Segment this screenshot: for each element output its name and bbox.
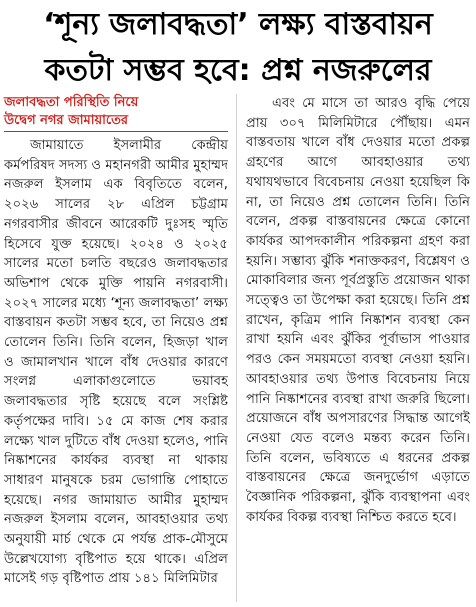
- headline: [4, 2, 472, 94]
- article-column-right: [246, 94, 470, 602]
- kicker-line-2: উদ্বেগ নগর জামায়াতের: [4, 113, 129, 128]
- kicker: [4, 94, 228, 132]
- headline-line-2: কতটা সম্ভব হবে: প্রশ্ন নজরুলের: [44, 53, 432, 88]
- body-text-right: এবং মে মাসে তা আরও বৃদ্ধি পেয়ে প্রায় ৩০৭ মিলিমিটারে পৌঁছায়। এমন বাস্তবতায় খালে বাঁধ দেওয়ার মতো প্রকল্প গ্রহণের আগে আবহাওয়ার তথ্য যথাযথভাবে বিবেচনায় নেওয়া হয়েছিল কি না, তা নিয়েও প্রশ্ন তোলেন তিনি। তিনি বলেন, প্রকল্প বাস্তবায়নের ক্ষেত্রে কোনো কার্যকর আপদকালীন পরিকল্পনা গ্রহণ করা হয়নি। সম্ভাব্য ঝুঁকি শনাক্তকরণ, বিশ্লেষণ ও মোকাবিলার জন্য পূর্বপ্রস্তুতি প্রয়োজন থাকা সত্ত্বেও তা উপেক্ষা করা হয়েছে। তিনি প্রশ্ন রাখেন, কৃত্রিম পানি নিষ্কাশন ব্যবস্থা কেন রাখা হয়নি এবং ঝুঁকির পূর্বাভাস পাওয়ার পরও কেন সময়মতো ব্যবস্থা নেওয়া হয়নি। আবহাওয়ার তথ্য উপাত্ত বিবেচনায় নিয়ে পানি নিষ্কাশনের ব্যবস্থা রাখা জরুরি ছিলো। প্রয়োজনে বাঁধ অপসারণের সিদ্ধান্ত আগেই নেওয়া যেত বলেও মন্তব্য করেন তিনি। তিনি বলেন, ভবিষ্যতে এ ধরনের প্রকল্প বাস্তবায়নের ক্ষেত্রে জনদুর্ভোগ এড়াতে বৈজ্ঞানিক পরিকল্পনা, ঝুঁকি ব্যবস্থাপনা এবং কার্যকর বিকল্প ব্যবস্থা নিশ্চিত করতে হবে।: [246, 96, 470, 525]
- headline-line-1: ‘শূন্য জলাবদ্ধতা’ লক্ষ্য বাস্তবায়ন: [43, 7, 433, 42]
- column-divider: [236, 94, 237, 602]
- kicker-line-1: জলাবদ্ধতা পরিস্থিতি নিয়ে: [4, 95, 139, 110]
- article-column-left: [4, 94, 228, 600]
- body-text-left: জামায়াতে ইসলামীর কেন্দ্রীয় কর্মপরিষদ সদস্য ও মহানগরী আমীর মুহাম্মদ নজরুল ইসলাম এক বিবৃতিতে বলেন, ২০২৬ সালের ২৮ এপ্রিল চট্টগ্রাম নগরবাসীর জীবনে আরেকটি দুঃসহ স্মৃতি হিসেবে যুক্ত হয়েছে। ২০২৪ ও ২০২৫ সালের মতো চলতি বছরেও জলাবদ্ধতার অভিশাপ থেকে মুক্তি পায়নি নগরবাসী। ২০২৭ সালের মধ্যে ‘শূন্য জলাবদ্ধতা’ লক্ষ্য বাস্তবায়ন কতটা সম্ভব হবে, তা নিয়েও প্রশ্ন তোলেন তিনি। তিনি বলেন, হিজড়া খাল ও জামালখান খালে বাঁধ দেওয়ার কারণে সংলগ্ন এলাকাগুলোতে ভয়াবহ জলাবদ্ধতার সৃষ্টি হয়েছে বলে সংশ্লিষ্ট কর্তৃপক্ষের দাবি। ১৫ মে কাজ শেষ করার লক্ষ্যে খাল দুটিতে বাঁধ দেওয়া হলেও, পানি নিষ্কাশনের কার্যকর ব্যবস্থা না থাকায় সাধারণ মানুষকে চরম ভোগান্তি পোহাতে হয়েছে। নগর জামায়াত আমীর মুহাম্মদ নজরুল ইসলাম বলেন, আবহাওয়ার তথ্য অনুযায়ী মার্চ থেকে মে পর্যন্ত প্রাক-মৌসুমে উল্লেখযোগ্য বৃষ্টিপাত হয়ে থাকে। এপ্রিল মাসেই গড় বৃষ্টিপাত প্রায় ১৪১ মিলিমিটার: [4, 138, 228, 587]
